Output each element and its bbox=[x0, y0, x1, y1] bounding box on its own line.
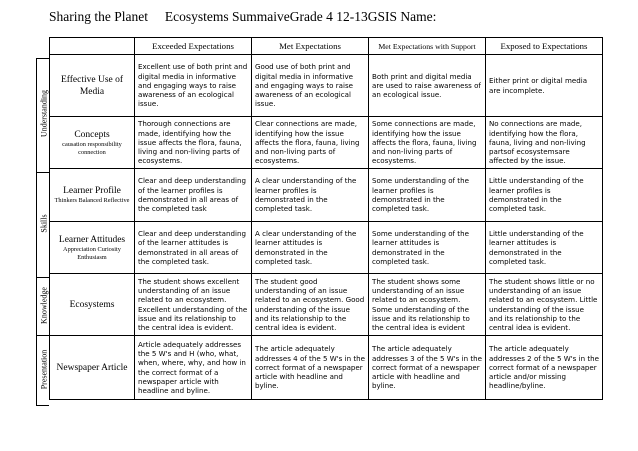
cell-text: No connections are made, identifying how the flora, fauna, living and non-living partsof ecosystemsare affected by the issue. bbox=[489, 119, 586, 166]
table-row bbox=[50, 336, 603, 400]
cell-text: Good use of both print and digital media in informative and engaging ways to raise awareness of an ecological issue. bbox=[255, 62, 354, 109]
rubric-cell bbox=[252, 117, 369, 169]
cell-text: A clear understanding of the learner attitudes is demonstrated in the completed task. bbox=[255, 228, 357, 266]
section-label-presentation: Presentation bbox=[39, 349, 49, 390]
cell-text: Excellent use of both print and digital media in informative and engaging ways to raise awareness of an ecological issue. bbox=[138, 62, 248, 109]
rubric-cell bbox=[135, 336, 252, 400]
row-category bbox=[50, 169, 135, 222]
row-category bbox=[50, 55, 135, 117]
rubric-cell bbox=[486, 55, 603, 117]
section-divider bbox=[36, 172, 49, 173]
table-header-row bbox=[50, 38, 603, 55]
table-row bbox=[50, 169, 603, 222]
category-sub-label: Appreciation Curiosity Enthusiasm bbox=[63, 245, 121, 261]
category-label: Learner Attitudes bbox=[58, 234, 126, 245]
rubric-cell bbox=[135, 55, 252, 117]
cell-text: Some connections are made, identifying how the issue affects the flora, fauna, living and non-living parts of ecosystems. bbox=[372, 119, 477, 166]
rubric-cell bbox=[486, 117, 603, 169]
column-header-met: Met Expectations bbox=[252, 38, 369, 55]
column-header-exposed: Exposed to Expectations bbox=[486, 38, 603, 55]
rubric-cell bbox=[135, 222, 252, 274]
row-category bbox=[50, 117, 135, 169]
category-sub-label: Thinkers Balanced Reflective bbox=[54, 197, 130, 204]
table-row bbox=[50, 117, 603, 169]
cell-text: The student good understanding of an issue related to an ecosystem. Good understanding of the issue and its relationship to the central idea is evident. bbox=[255, 276, 365, 333]
table-row bbox=[50, 274, 603, 336]
cell-text: Clear connections are made, identifying how the issue affects the flora, fauna, living and non-living parts of ecosystems. bbox=[255, 119, 360, 166]
cell-text: Some understanding of the learner attitudes is demonstrated in the completed task. bbox=[372, 228, 469, 266]
cell-text: Little understanding of the learner profiles is demonstrated in the completed task. bbox=[489, 176, 584, 214]
section-divider bbox=[36, 58, 49, 59]
rubric-cell bbox=[369, 336, 486, 400]
rubric-cell bbox=[252, 336, 369, 400]
cell-text: Thorough connections are made, identifying how the issue affects the flora, fauna, living and non-living parts of ecosystems. bbox=[138, 119, 242, 166]
rubric-cell bbox=[252, 55, 369, 117]
cell-text: The student shows little or no understanding of an issue related to an ecosystem. Little understanding of the issue and its relationship to the central idea is evident. bbox=[489, 276, 598, 333]
column-header-blank bbox=[50, 38, 135, 55]
section-label-understanding: Understanding bbox=[39, 89, 49, 138]
category-label: Effective Use of Media bbox=[60, 74, 124, 97]
category-label: Newspaper Article bbox=[56, 362, 128, 373]
rubric-cell bbox=[135, 274, 252, 336]
cell-text: Little understanding of the learner attitudes is demonstrated in the completed task. bbox=[489, 228, 584, 266]
rubric-table bbox=[49, 37, 603, 400]
cell-text: Clear and deep understanding of the learner profiles is demonstrated in all areas of the completed task bbox=[138, 176, 246, 214]
cell-text: A clear understanding of the learner profiles is demonstrated in the completed task. bbox=[255, 176, 357, 214]
table-row bbox=[50, 222, 603, 274]
cell-text: The student shows some understanding of an issue related to an ecosystem. Some understanding of the issue and its relationship to the central idea is evident bbox=[372, 276, 470, 333]
cell-text: Article adequately addresses the 5 W's and H (who, what, when, where, why, and how in the correct format of a newspaper article with headline and byline. bbox=[138, 339, 246, 396]
rubric-cell bbox=[252, 222, 369, 274]
rubric-cell bbox=[135, 169, 252, 222]
column-header-exceeded: Exceeded Expectations bbox=[135, 38, 252, 55]
rubric-cell bbox=[369, 55, 486, 117]
cell-text: Both print and digital media are used to raise awareness of an ecological issue. bbox=[372, 71, 481, 100]
category-sub-label: causation responsibility connection bbox=[62, 140, 122, 156]
rubric-cell bbox=[486, 222, 603, 274]
cell-text: Clear and deep understanding of the learner attitudes is demonstrated in all areas of the completed task. bbox=[138, 228, 246, 266]
column-header-met-with-support: Met Expectations with Support bbox=[369, 38, 486, 55]
table-row bbox=[50, 55, 603, 117]
rubric-cell bbox=[486, 336, 603, 400]
category-label: Ecosystems bbox=[69, 299, 115, 310]
cell-text: The article adequately addresses 2 of the 5 W's in the correct format of a newspaper article and/or missing headline/byline. bbox=[489, 344, 599, 391]
row-category bbox=[50, 222, 135, 274]
section-column-border bbox=[36, 58, 37, 405]
cell-text: The article adequately addresses 3 of the 5 W's in the correct format of a newspaper article with headline and byline. bbox=[372, 344, 482, 391]
rubric-cell bbox=[252, 169, 369, 222]
rubric-cell bbox=[252, 274, 369, 336]
rubric-cell bbox=[135, 117, 252, 169]
cell-text: Some understanding of the learner profiles is demonstrated in the completed task. bbox=[372, 176, 469, 214]
category-label: Learner Profile bbox=[63, 186, 121, 196]
cell-text: The student shows excellent understanding of an issue related to an ecosystem. Excellent understanding of the issue and its relationship to the central idea is evident. bbox=[138, 276, 248, 333]
rubric-cell bbox=[486, 169, 603, 222]
rubric-cell bbox=[369, 117, 486, 169]
cell-text: Either print or digital media are incomplete. bbox=[489, 76, 588, 95]
cell-text: The article adequately addresses 4 of the 5 W's in the correct format of a newspaper article with headline and byline. bbox=[255, 344, 365, 391]
rubric-cell bbox=[486, 274, 603, 336]
rubric-cell bbox=[369, 222, 486, 274]
row-category bbox=[50, 274, 135, 336]
section-label-skills: Skills bbox=[39, 214, 49, 233]
section-label-knowledge: Knowledge bbox=[39, 287, 49, 324]
row-category bbox=[50, 336, 135, 400]
category-label: Concepts bbox=[74, 129, 110, 140]
page-title: Sharing the Planet Ecosystems SummaiveGrade 4 12-13GSIS Name: bbox=[49, 9, 437, 24]
rubric-cell bbox=[369, 169, 486, 222]
rubric-cell bbox=[369, 274, 486, 336]
